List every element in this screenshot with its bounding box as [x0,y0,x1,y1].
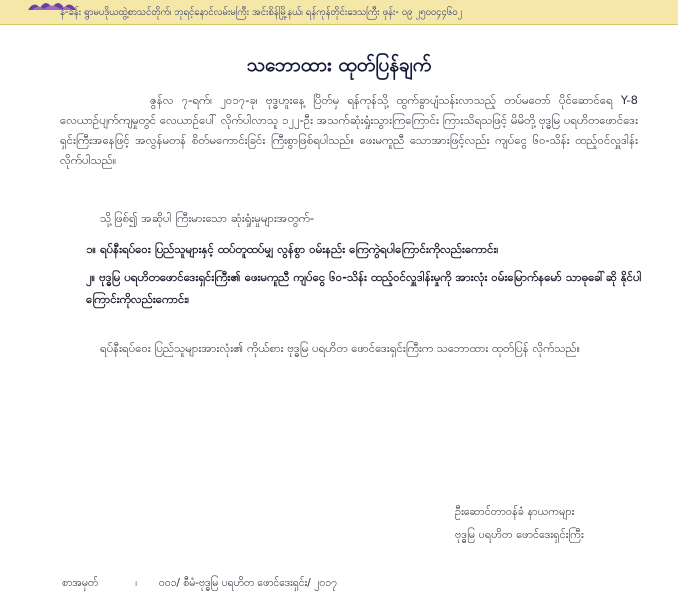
reference-colon: ၊ [135,577,138,589]
document-title: သဘောထား ထုတ်ပြန်ချက် [246,54,432,76]
paragraph-3: ရပ်နီးရပ်ဝေး ပြည်သူများအားလုံး၏ ကိုယ်စား ဗုဒ္ဓမြ ပရဟိတ ဖောင်ဒေးရှင်းကြီးက သဘောထား ထုတ်ပြန် လိုက်သည်။ [100,341,581,355]
demand-item-2: ၂။ ဗုဒ္ဓမြ ပရဟိတဖောင်ဒေးရှင်းကြီး၏ ဖေးမကူညီ ကျပ်ငွေ ၆၀-သိန်း ထည့်ဝင်လှူဒါန်းမှုကို အားလုံး ဝမ်းမြောက်နမော် သာဓုခေါ်ဆို နိုင်ပါကြောင်းကိုလည်းကောင်း၊ [86,270,642,306]
signature-line-2: ဗုဒ္ဓမြ ပရဟိတ ဖောင်ဒေးရှင်းကြီး [455,528,584,541]
signature-line-1: ဦးဆောင်တာဝန်ခံ နာယကများ [455,505,575,518]
reference-value: ၀၀၁/ စီမံ-ဗုဒ္ဓမြ ပရဟိတ ဖောင်ဒေးရှင်း/ ၂၀၁၇ [158,577,337,589]
letterhead-address: နံ-ခန်း ရွာမပဒိုယထွဲ့စာသင်တိုက်၊ ဘုရင့်နောင်လမ်းမကြီး အင်းစိန်မြို့နယ်၊ ရန်ကုန်တိုင်းဒေသကြီး ဖုန်း- ၀၉ ၂၅၀၀၄၄၆၀၂ [60,7,463,18]
reference-label: စာအမှတ် [62,577,99,589]
reference-number [62,577,622,592]
letterhead-band [0,0,678,25]
paragraph-2: သို့ဖြစ်၍ အဆိုပါ ကြီးမားသော ဆုံးရှုံးမှုများအတွက်- [100,211,315,225]
demand-item-1: ၁။ ရပ်နီးရပ်ဝေး ပြည်သူများနှင့် ထပ်တူထပ်မျှ လွန်စွာ ဝမ်းနည်း ကြေကွဲရပါကြောင်းကိုလည်းကောင်း၊ [86,242,499,256]
paragraph-1: ဇွန်လ ၇-ရက်၊ ၂၀၁၇-ခု၊ ဗုဒ္ဓဟူးနေ့ ပြိတ်မှ ရန်ကုန်သို့ ထွက်ခွာပျံသန်းလာသည့် တပ်မတော် ပိုင်ဆောင်ရေ Y-8 လေယာဉ်ပျက်ကျမှုတွင် လေယာဉ်ပေါ် လိုက်ပါလာသူ ၁၂၂-ဦး အသက်ဆုံးရှုံးသွားကြကြောင်း ကြားသိရသဖြင့် မိမိတို့ ဗုဒ္ဓမြ ပရဟိတဖောင်ဒေးရှင်းကြီးအနေဖြင့် အလွန်မတန် စိတ်မကောင်းခြင်း ကြီးစွာဖြစ်ရပါသည်။ ဖေးမကူညီ သောအားဖြင့်လည်း ကျပ်ငွေ ၆၀-သိန်း ထည့်ဝင်လှူဒါန်းလိုက်ပါသည်။ [60,93,638,167]
